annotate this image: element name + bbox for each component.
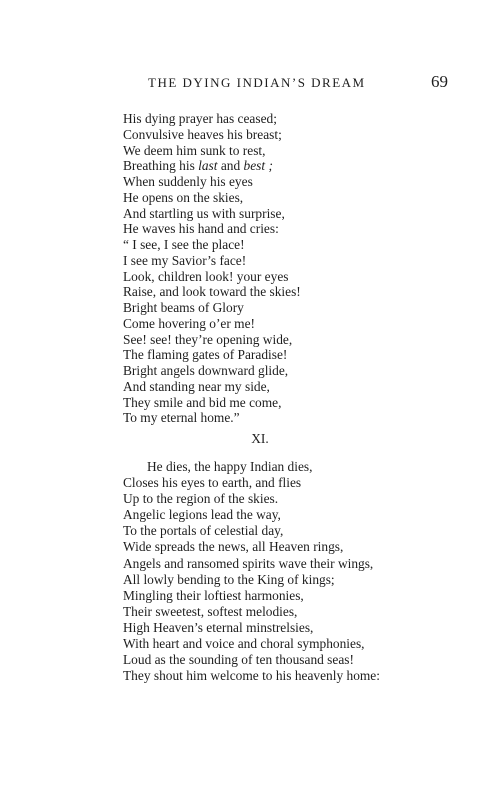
poem-line: See! see! they’re opening wide, (123, 331, 293, 347)
poem-line: Come hovering o’er me! (123, 315, 256, 331)
poem-line: “ I see, I see the place! (123, 237, 245, 252)
line-text: and (217, 158, 244, 174)
line-text: Breathing his (123, 158, 199, 174)
italic-word-best: best ; (243, 158, 273, 174)
poem-line: Convulsive heaves his breast; (123, 126, 282, 142)
poem-line: Wide spreads the news, all Heaven rings, (123, 539, 344, 555)
stanza-10 (123, 111, 301, 426)
section-number: XI. (251, 431, 269, 446)
poem-line: He opens on the skies, (123, 189, 244, 205)
poem-line: Bright angels downward glide, (123, 363, 289, 378)
poem-line: We deem him sunk to rest, (123, 142, 266, 158)
poem-line: To the portals of celestial day, (123, 523, 284, 539)
poem-line: When suddenly his eyes (123, 174, 253, 189)
poem-line: Angelic legions lead the way, (123, 507, 281, 523)
poem-line: His dying prayer has ceased; (123, 111, 277, 126)
poem-line: He waves his hand and cries: (123, 221, 279, 237)
italic-word-last: last (198, 158, 218, 174)
poem-line: The flaming gates of Paradise! (123, 347, 288, 363)
poem-line (123, 158, 301, 174)
poem-line: High Heaven’s eternal minstrelsies, (123, 619, 314, 635)
page-number: 69 (431, 72, 448, 91)
running-title: THE DYING INDIAN’S DREAM (148, 75, 366, 90)
poem-line: I see my Savior’s face! (123, 252, 247, 268)
poem-line: Angels and ransomed spirits wave their wings, (123, 555, 374, 571)
stanza-11 (123, 459, 380, 684)
poem-line: Their sweetest, softest melodies, (123, 603, 298, 619)
poem-line: Raise, and look toward the skies! (123, 284, 301, 300)
poem-line: Bright beams of Glory (123, 300, 244, 315)
poem-line: To my eternal home.” (123, 410, 240, 426)
poem-line: Loud as the sounding of ten thousand seas! (123, 652, 354, 668)
poem-line: And standing near my side, (123, 378, 270, 394)
poem-line: Look, children look! your eyes (123, 268, 289, 284)
poem-line: Mingling their loftiest harmonies, (123, 587, 304, 603)
poem-line: He dies, the happy Indian dies, (147, 459, 313, 474)
poem-line: Closes his eyes to earth, and flies (123, 475, 302, 491)
poem-line: All lowly bending to the King of kings; (123, 571, 335, 587)
poem-line: Up to the region of the skies. (123, 491, 279, 507)
poem-line: They smile and bid me come, (123, 394, 282, 410)
poem-line: And startling us with surprise, (123, 205, 285, 221)
page-header (0, 72, 504, 95)
poem-line: They shout him welcome to his heavenly home: (123, 668, 380, 684)
poem-line: With heart and voice and choral symphonies, (123, 636, 365, 652)
